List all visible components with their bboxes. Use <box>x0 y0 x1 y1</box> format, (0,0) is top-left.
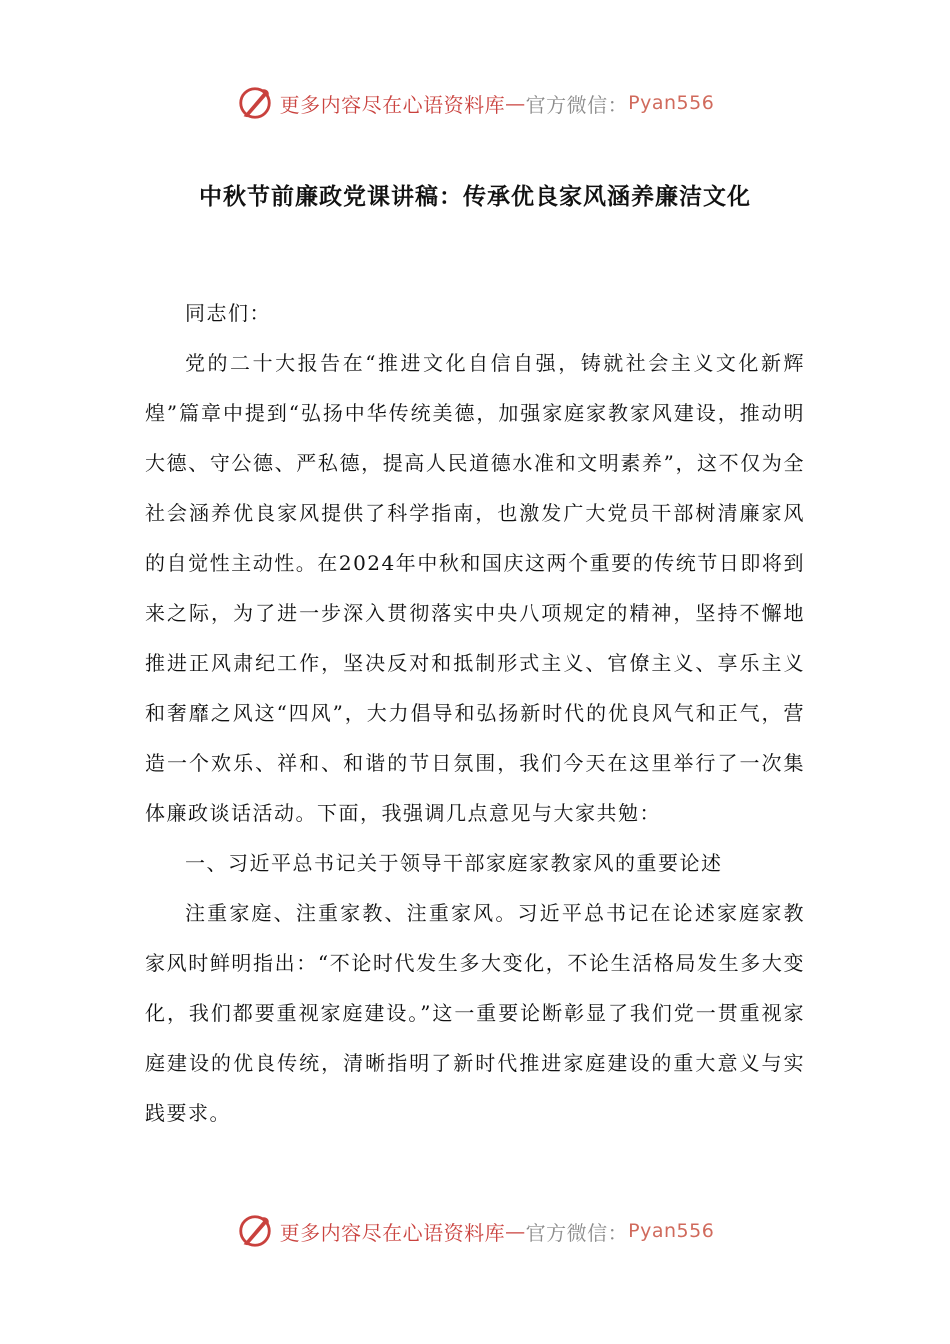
watermark-dash: — <box>505 1219 526 1243</box>
paragraph-intro: 党的二十大报告在“推进文化自信自强，铸就社会主义文化新辉煌”篇章中提到“弘扬中华传统美德，加强家庭家教家风建设，推动明大德、守公德、严私德，提高人民道德水准和文明素养”，这不仅为全社会涵养优良家风提供了科学指南，也激发广大党员干部树清廉家风的自觉性主动性。在2024年中秋和国庆这两个重要的传统节日即将到来之际，为了进一步深入贯彻落实中央八项规定的精神，坚持不懈地推进正风肃纪工作，坚决反对和抵制形式主义、官僚主义、享乐主义和奢靡之风这“四风”，大力倡导和弘扬新时代的优良风气和正气，营造一个欢乐、祥和、和谐的节日氛围，我们今天在这里举行了一次集体廉政谈话活动。下面，我强调几点意见与大家共勉： <box>145 351 805 825</box>
salutation: 同志们： <box>185 301 271 325</box>
watermark-footer <box>0 1206 950 1256</box>
quill-logo-icon <box>236 84 274 122</box>
quill-logo-icon <box>236 1212 274 1250</box>
watermark-account: Pyan556 <box>628 92 715 114</box>
watermark-header <box>0 78 950 128</box>
watermark-site: 更多内容尽在心语资料库 <box>279 92 506 117</box>
watermark-account: Pyan556 <box>628 1220 715 1242</box>
document-body <box>145 288 805 1138</box>
paragraph-section-1: 注重家庭、注重家教、注重家风。习近平总书记在论述家庭家教家风时鲜明指出：“不论时代发生多大变化，不论生活格局发生多大变化，我们都要重视家庭建设。”这一重要论断彰显了我们党一贯重视家庭建设的优良传统，清晰指明了新时代推进家庭建设的重大意义与实践要求。 <box>145 901 805 1125</box>
section-heading-1: 一、习近平总书记关于领导干部家庭家教家风的重要论述 <box>185 851 723 875</box>
watermark-site: 更多内容尽在心语资料库 <box>279 1220 506 1245</box>
watermark-label: 官方微信： <box>525 1220 629 1245</box>
watermark-dash: — <box>505 91 526 115</box>
document-title: 中秋节前廉政党课讲稿：传承优良家风涵养廉洁文化 <box>199 183 751 210</box>
watermark-label: 官方微信： <box>525 92 629 117</box>
